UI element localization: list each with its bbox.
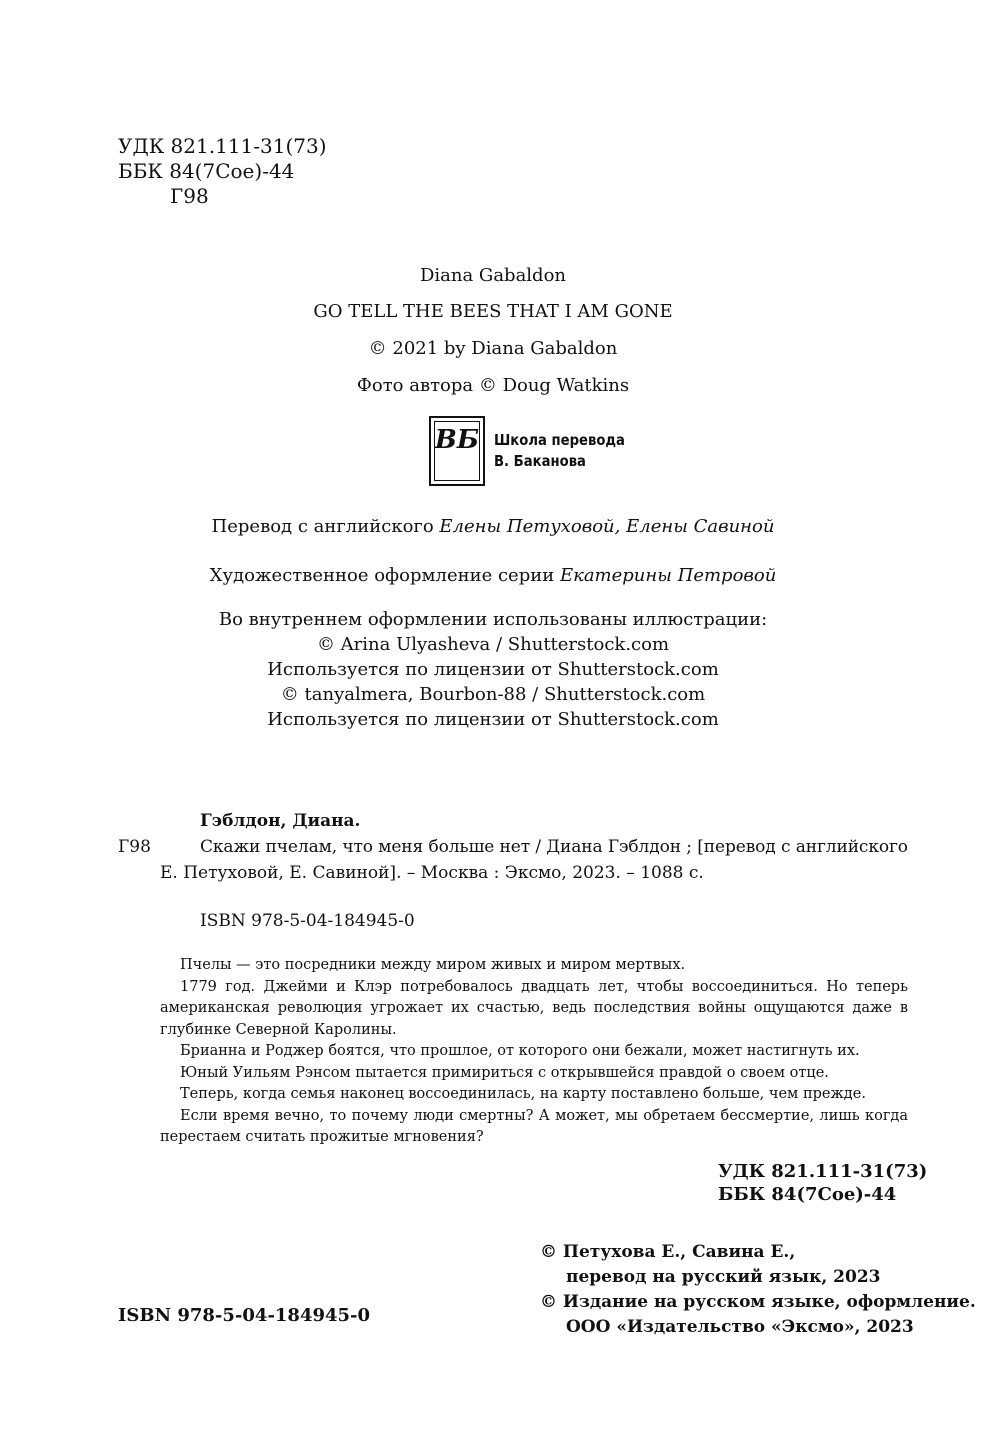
translation-credit: [0, 516, 986, 537]
bottom-bbk-code: ББК 84(7Сое)-44: [718, 1184, 897, 1205]
annotation-paragraph: 1779 год. Джейми и Клэр потребовалось двадцать лет, чтобы воссоединиться. Но теперь американская революция угрожает их счастью, ведь последствия войны ощущаются даже в глубинке Северной Каролины.: [160, 978, 908, 1038]
license-note-2: Используется по лицензии от Shutterstock.com: [267, 709, 719, 730]
logo-caption: [494, 430, 625, 472]
copyright-block: [540, 1240, 976, 1340]
bottom-udk-code: УДК 821.111-31(73): [718, 1161, 928, 1182]
bottom-isbn: ISBN 978-5-04-184945-0: [118, 1305, 371, 1326]
copyright-edition-line2: ООО «Издательство «Эксмо», 2023: [566, 1317, 914, 1337]
design-credit: [0, 565, 986, 586]
catalog-isbn: ISBN 978-5-04-184945-0: [200, 911, 415, 931]
bbk-code: ББК 84(7Сое)-44: [118, 159, 295, 183]
catalog-heading: Гэблдон, Диана.: [200, 811, 361, 831]
photo-credit: Фото автора © Doug Watkins: [356, 375, 630, 396]
annotation-paragraph: Пчелы — это посредники между миром живых и миром мертвых.: [180, 957, 686, 973]
design-prefix: Художественное оформление серии: [209, 565, 560, 586]
copyright-edition-line1: © Издание на русском языке, оформление.: [540, 1292, 976, 1312]
original-title: GO TELL THE BEES THAT I AM GONE: [313, 301, 673, 322]
annotation-paragraph: Брианна и Роджер боятся, что прошлое, от которого они бежали, может настигнуть их.: [180, 1043, 860, 1059]
designer: Екатерины Петровой: [559, 565, 777, 586]
logo-caption-line2: В. Баканова: [494, 452, 586, 470]
license-note-1: Используется по лицензии от Shutterstock.com: [267, 659, 719, 680]
author-mark: Г98: [170, 184, 209, 208]
annotation: [160, 955, 908, 1149]
original-copyright: © 2021 by Diana Gabaldon: [368, 338, 618, 359]
illustrations-heading: Во внутреннем оформлении использованы иллюстрации:: [218, 609, 768, 630]
logo-monogram: ВБ: [434, 425, 480, 455]
translation-school-logo: [429, 416, 485, 486]
annotation-paragraph: Теперь, когда семья наконец воссоединилась, на карту поставлено больше, чем прежде.: [180, 1086, 866, 1102]
copyright-translation-line1: © Петухова Е., Савина Е.,: [540, 1242, 796, 1262]
udk-code: УДК 821.111-31(73): [118, 134, 327, 158]
bottom-classification-codes: [718, 1160, 927, 1206]
top-classification-codes: [118, 134, 327, 209]
catalog-mark: Г98: [118, 837, 151, 857]
annotation-paragraph: Юный Уильям Рэнсом пытается примириться с открывшейся правдой о своем отце.: [180, 1064, 829, 1081]
catalog-line-2: Е. Петуховой, Е. Савиной]. – Москва : Эксмо, 2023. – 1088 с.: [160, 863, 704, 883]
original-author: Diana Gabaldon: [419, 265, 567, 286]
translation-prefix: Перевод с английского: [211, 516, 440, 537]
copyright-translation-line2: перевод на русский язык, 2023: [566, 1267, 881, 1287]
annotation-paragraph: Если время вечно, то почему люди смертны? А может, мы обретаем бессмертие, лишь когда перестаем считать прожитые мгновения?: [160, 1107, 908, 1145]
illustration-credit-1: © Arina Ulyasheva / Shutterstock.com: [316, 634, 670, 655]
illustration-credit-2: © tanyalmera, Bourbon-88 / Shutterstock.com: [280, 684, 706, 705]
catalog-line-1: Скажи пчелам, что меня больше нет / Диана Гэблдон ; [перевод с английского: [200, 837, 908, 857]
logo-caption-line1: Школа перевода: [494, 431, 625, 449]
translators: Елены Петуховой, Елены Савиной: [439, 516, 775, 537]
